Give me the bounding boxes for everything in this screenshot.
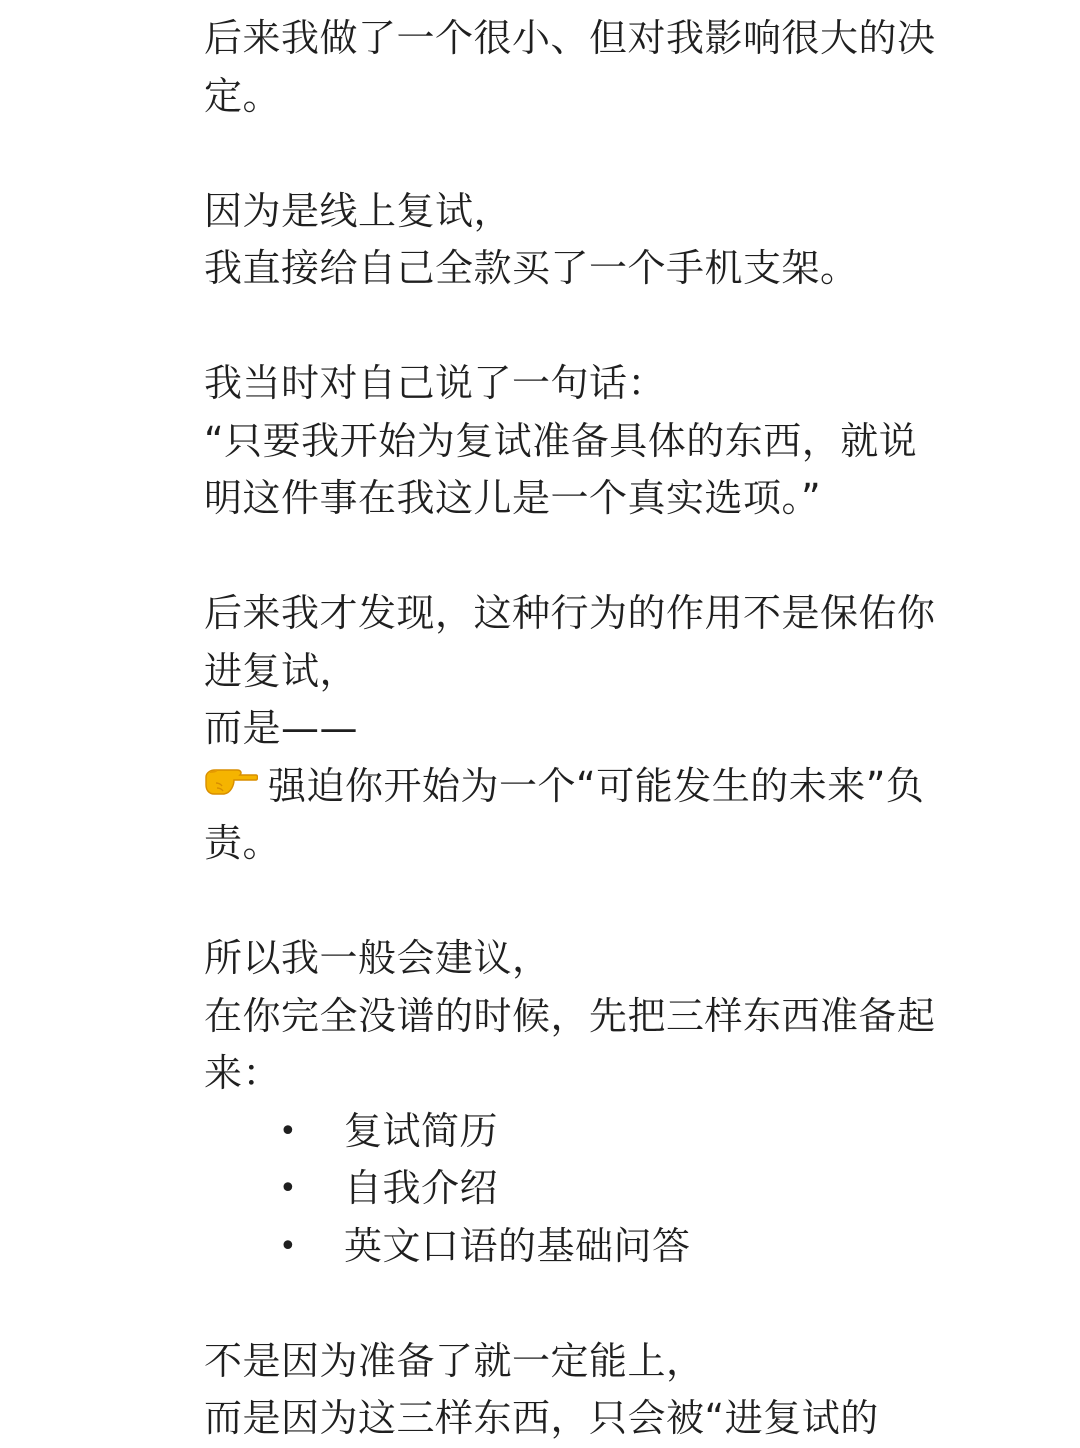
bullet-marker: • [279,1113,298,1149]
text-line: 后来我才发现，这种行为的作用不是保佑你 [204,591,936,635]
list-item-label: 复试简历 [344,1108,499,1153]
list-item-label: 自我介绍 [344,1166,499,1210]
text-line: 所以我一般会建议， [204,936,551,980]
text-line: 而是因为这三样东西，只会被“进复试的 [204,1396,879,1440]
list-item-label: 英文口语的基础问答 [344,1223,691,1268]
article-body [204,10,1024,1448]
text-line: 进复试， [204,648,359,693]
paragraph-gap [204,298,1024,356]
text-line: 我直接给自己全款买了一个手机支架。 [204,246,859,290]
text-line: 不是因为准备了就一定能上， [204,1338,705,1383]
text-line: 来： [204,1051,282,1095]
paragraph-gap [204,873,1024,931]
paragraph-gap [204,125,1024,183]
bullet-marker: • [279,1171,298,1206]
list-item [204,1160,1024,1218]
emphasis-line [204,758,1024,816]
quote-line: 明这件事在我这儿是一个真实选项。” [204,476,822,520]
paragraph-advice [204,930,1024,1103]
paragraph-conclusion [204,1333,1024,1448]
quote-line: “只要我开始为复试准备具体的东西，就说 [204,418,918,463]
bullet-marker: • [279,1228,298,1264]
list-item [204,1103,1024,1161]
text-line: 我当时对自己说了一句话： [204,361,667,405]
text-line: 因为是线上复试， [204,188,513,233]
backhand-index-pointing-right-icon [204,756,258,814]
list-item [204,1218,1024,1276]
text-line: 在你完全没谱的时候，先把三样东西准备起 [204,993,936,1038]
paragraph-realization [204,585,1024,873]
paragraph-quote [204,355,1024,528]
paragraph-phone-stand [204,183,1024,298]
text-line: 责。 [204,821,282,865]
paragraph-gap [204,528,1024,586]
text-line: 定。 [204,73,282,118]
emphasis-text: 强迫你开始为一个“可能发生的未来”负 [268,763,925,808]
preparation-list [204,1103,1024,1276]
paragraph-decision [204,10,1024,125]
text-line: 而是—— [204,706,359,750]
text-line: 后来我做了一个很小、但对我影响很大的决 [204,16,936,60]
paragraph-gap [204,1275,1024,1333]
